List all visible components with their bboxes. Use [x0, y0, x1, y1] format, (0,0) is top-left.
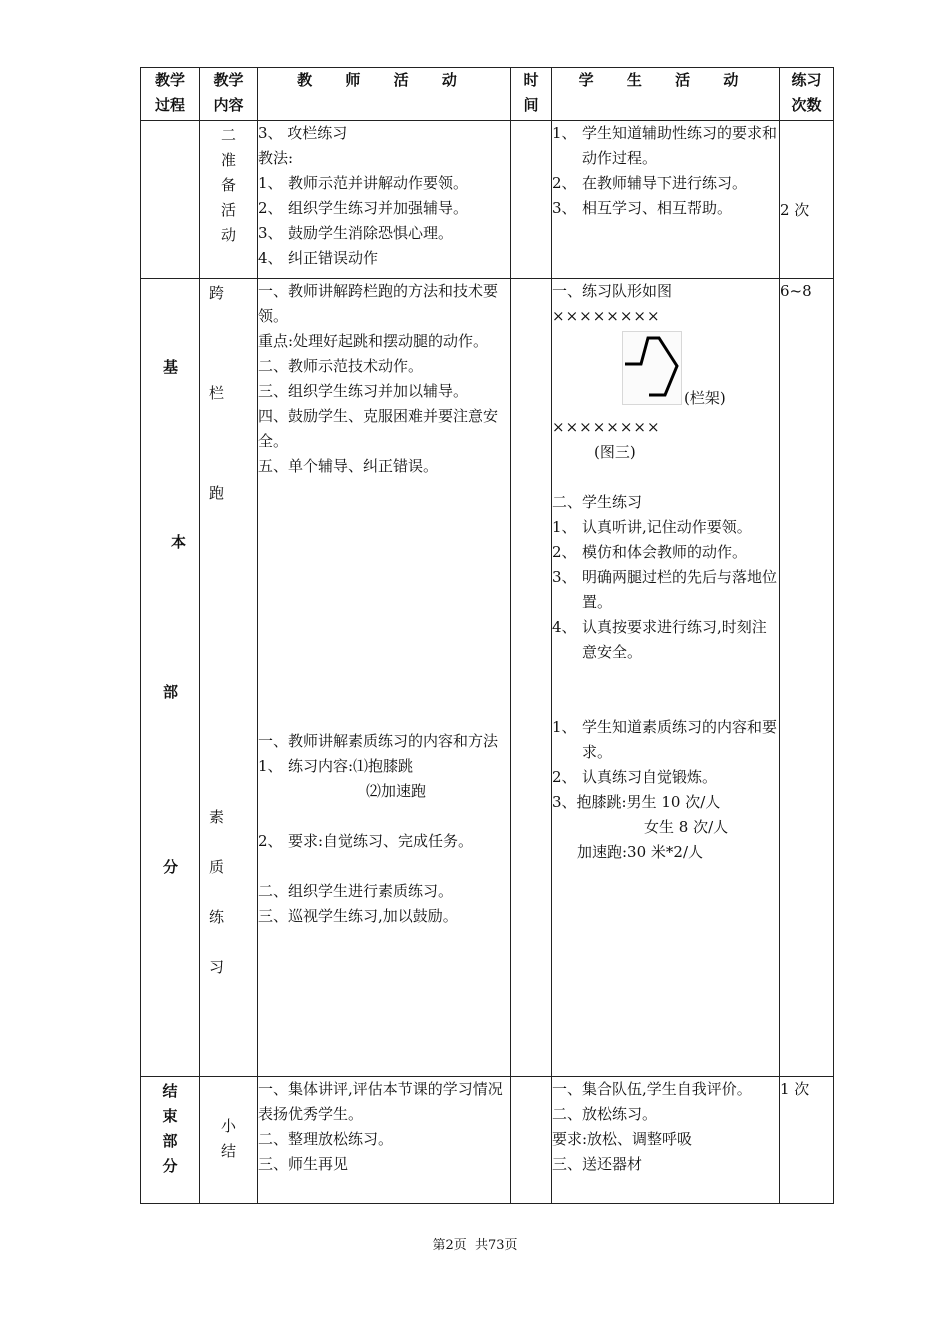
content-summary: 小 结	[200, 1077, 258, 1204]
list-item: 3、 鼓励学生消除恐惧心理。	[258, 224, 454, 242]
list-item: 3、 相互学习、相互帮助。	[552, 199, 733, 217]
formation-row-top: ××××××××	[552, 307, 661, 325]
teacher-activity-basic	[258, 279, 511, 1077]
student-activity-preparation	[552, 121, 780, 279]
list-item: 2、 在教师辅导下进行练习。	[552, 174, 748, 192]
teacher-fitness-section: 一、教师讲解素质练习的内容和方法 1、 练习内容:⑴抱膝跳 ⑵加速跑 2、 要求:自觉练习、完成任务。 二、组织学生进行素质练习。 三、巡视学生练习,加以鼓励。	[258, 732, 499, 925]
list-item: 2、 认真练习自觉锻炼。	[552, 768, 718, 786]
list-item: 2、 组织学生练习并加强辅导。	[258, 199, 469, 217]
practice-count-preparation: 2 次	[780, 121, 834, 279]
student-activity-basic	[552, 279, 780, 1077]
header-time: 时间	[523, 71, 539, 114]
stage-ending: 结 束 部 分	[141, 1077, 200, 1204]
table-row-preparation	[141, 121, 834, 279]
student-hurdle-section: 一、练习队形如图 ×××××××× (栏架) ×××××××× (图三) 二、学生练习 1、 认真听讲,记住动作要领。 2、 模仿和体会教师的动作。 3、 明确两腿过栏的先后与落地位置。 4、 认真按要求进行练习,时刻注意安全。	[552, 279, 779, 665]
teacher-activity-ending: 一、集体讲评,评估本节课的学习情况表扬优秀学生。 二、整理放松练习。 三、师生再见	[258, 1077, 511, 1204]
practice-count-basic: 6~8	[780, 279, 834, 1077]
hurdle-figure	[622, 331, 779, 405]
content-basic: 跨 栏 跑 素 质 练 习	[200, 279, 258, 1077]
table-row-basic	[141, 279, 834, 1077]
header-teaching-process: 教学过程	[154, 71, 185, 114]
list-item: 1、 学生知道素质练习的内容和要求。	[552, 718, 778, 761]
table-header-row	[141, 68, 834, 121]
lesson-plan-table	[140, 67, 834, 1204]
student-fitness-section: 1、 学生知道素质练习的内容和要求。 2、 认真练习自觉锻炼。 3、抱膝跳:男生 10 次/人 女生 8 次/人 加速跑:30 米*2/人	[552, 715, 779, 865]
hurdle-label: (栏架)	[684, 389, 726, 407]
stage-basic: 基 本 部 分	[141, 279, 200, 1077]
list-item: 2、 模仿和体会教师的动作。	[552, 543, 748, 561]
hurdle-icon	[622, 331, 682, 405]
table-row-ending	[141, 1077, 834, 1204]
list-item: 4、 纠正错误动作	[258, 249, 379, 267]
formation-row-bottom: ××××××××	[552, 418, 661, 436]
header-practice-count: 练习次数	[791, 71, 822, 114]
student-activity-ending: 一、集合队伍,学生自我评价。 二、放松练习。 要求:放松、调整呼吸 三、送还器材	[552, 1077, 780, 1204]
page-number-footer: 第2页 共73页	[432, 1238, 518, 1253]
list-item: 1、 学生知道辅助性练习的要求和动作过程。	[552, 124, 778, 167]
teacher-activity-preparation: 3、 攻栏练习 教法: 1、 教师示范并讲解动作要领。 2、 组织学生练习并加强辅导。 3、 鼓励学生消除恐惧心理。 4、 纠正错误动作	[258, 121, 511, 279]
header-teaching-content: 教学内容	[213, 71, 244, 114]
header-teacher-activity: 教 师 活 动	[297, 71, 471, 89]
list-item: 1、 教师示范并讲解动作要领。	[258, 174, 469, 192]
practice-count-ending: 1 次	[780, 1077, 834, 1204]
header-student-activity: 学 生 活 动	[578, 71, 753, 89]
content-preparation: 二 准 备 活 动	[200, 121, 258, 279]
list-item: 4、 认真按要求进行练习,时刻注意安全。	[552, 618, 767, 661]
list-item: 1、 认真听讲,记住动作要领。	[552, 518, 752, 536]
teacher-hurdle-section: 一、教师讲解跨栏跑的方法和技术要领。 重点:处理好起跳和摆动腿的动作。 二、教师示范技术动作。 三、组织学生练习并加以辅导。 四、鼓励学生、克服困难并要注意安全。 五、单个辅导、纠正错误。	[258, 282, 499, 475]
figure-caption: (图三)	[594, 443, 636, 461]
list-item: 3、 明确两腿过栏的先后与落地位置。	[552, 568, 778, 611]
